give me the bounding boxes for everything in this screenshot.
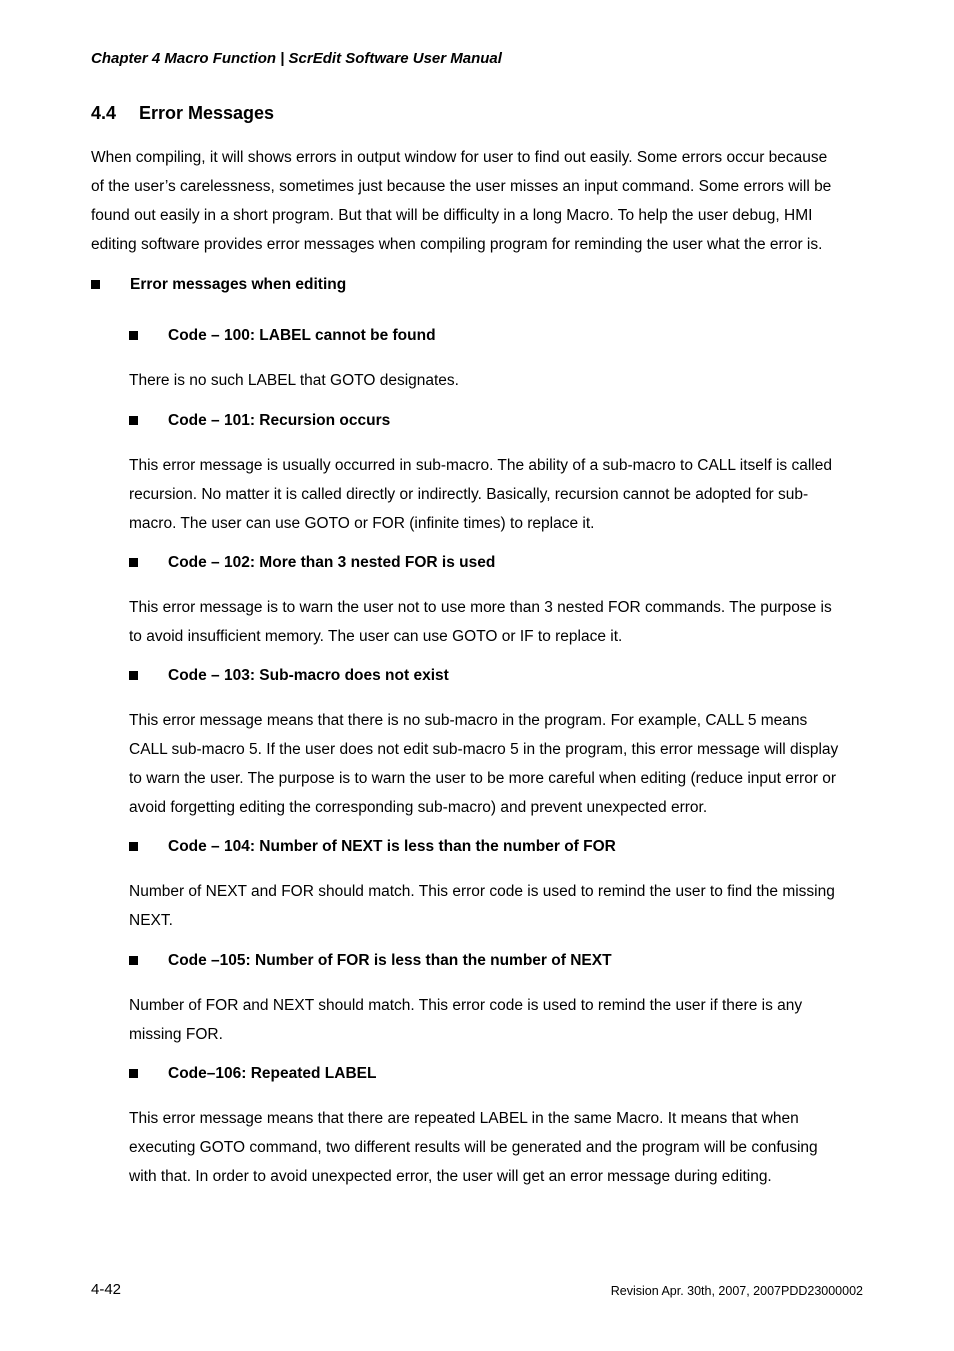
paragraph-line: found out easily in a short program. But that will be difficulty in a long Macro. To help the user debug, HMI — [91, 207, 813, 224]
code-103-description — [129, 706, 838, 822]
paragraph-line: Number of FOR and NEXT should match. This error code is used to remind the user if there is any — [129, 997, 803, 1014]
paragraph-line: to warn the user. The purpose is to warn the user to be more careful when editing (reduce input error or — [129, 770, 837, 787]
code-101-description — [129, 451, 832, 538]
code-title: Code –105: Number of FOR is less than the number of NEXT — [168, 952, 612, 969]
paragraph-line: to avoid insufficient memory. The user can use GOTO or IF to replace it. — [129, 628, 623, 645]
paragraph-line: This error message is to warn the user not to use more than 3 nested FOR commands. The purpose is — [129, 599, 832, 616]
paragraph-line: This error message is usually occurred in sub-macro. The ability of a sub-macro to CALL itself is called — [129, 457, 832, 474]
paragraph-line: avoid forgetting editing the corresponding sub-macro) and prevent unexpected error. — [129, 799, 708, 816]
square-bullet-icon — [129, 956, 138, 965]
paragraph-line: CALL sub-macro 5. If the user does not edit sub-macro 5 in the program, this error message will display — [129, 741, 839, 758]
revision-note: Revision Apr. 30th, 2007, 2007PDD23000002 — [610, 1284, 863, 1298]
code-102-description — [129, 593, 832, 651]
paragraph-line: When compiling, it will shows errors in output window for user to find out easily. Some errors occur because — [91, 149, 828, 166]
code-104-description — [129, 877, 835, 935]
paragraph-line: Number of NEXT and FOR should match. This error code is used to remind the user to find the missing — [129, 883, 835, 900]
square-bullet-icon — [129, 1069, 138, 1078]
intro-paragraph — [91, 143, 831, 259]
paragraph-line: This error message means that there are repeated LABEL in the same Macro. It means that when — [129, 1110, 799, 1127]
paragraph-line: This error message means that there is no sub-macro in the program. For example, CALL 5 means — [129, 712, 808, 729]
page-number: 4-42 — [91, 1281, 122, 1298]
square-bullet-icon — [129, 331, 138, 340]
code-title: Code–106: Repeated LABEL — [168, 1065, 377, 1082]
paragraph-line: executing GOTO command, two different results will be generated and the program will be confusing — [129, 1139, 818, 1156]
paragraph-line: editing software provides error messages when compiling program for reminding the user what the error is. — [91, 236, 823, 253]
code-title: Code – 101: Recursion occurs — [168, 412, 391, 429]
section-heading — [91, 103, 274, 124]
paragraph-line: of the user’s carelessness, sometimes just because the user misses an input command. Some errors will be — [91, 178, 832, 195]
paragraph-line: NEXT. — [129, 912, 173, 929]
square-bullet-icon — [129, 842, 138, 851]
paragraph-line: macro. The user can use GOTO or FOR (infinite times) to replace it. — [129, 515, 595, 532]
square-bullet-icon — [129, 671, 138, 680]
code-106-description — [129, 1104, 818, 1191]
code-title: Code – 102: More than 3 nested FOR is used — [168, 554, 496, 571]
paragraph-line: There is no such LABEL that GOTO designates. — [129, 372, 459, 389]
code-title: Code – 100: LABEL cannot be found — [168, 327, 436, 344]
paragraph-line: recursion. No matter it is called directly or indirectly. Basically, recursion cannot be adopted for sub- — [129, 486, 809, 503]
code-100-description — [129, 366, 459, 395]
paragraph-line: missing FOR. — [129, 1026, 223, 1043]
section-number: 4.4 — [91, 103, 117, 123]
code-105-description — [129, 991, 802, 1049]
section-title: Error Messages — [139, 103, 275, 123]
code-title: Code – 104: Number of NEXT is less than the number of FOR — [168, 838, 616, 855]
square-bullet-icon — [91, 280, 100, 289]
bullet-text: Error messages when editing — [130, 276, 347, 293]
square-bullet-icon — [129, 416, 138, 425]
running-header: Chapter 4 Macro Function | ScrEdit Software User Manual — [91, 50, 502, 67]
code-title: Code – 103: Sub-macro does not exist — [168, 667, 449, 684]
paragraph-line: with that. In order to avoid unexpected error, the user will get an error message during editing. — [129, 1168, 772, 1185]
square-bullet-icon — [129, 558, 138, 567]
